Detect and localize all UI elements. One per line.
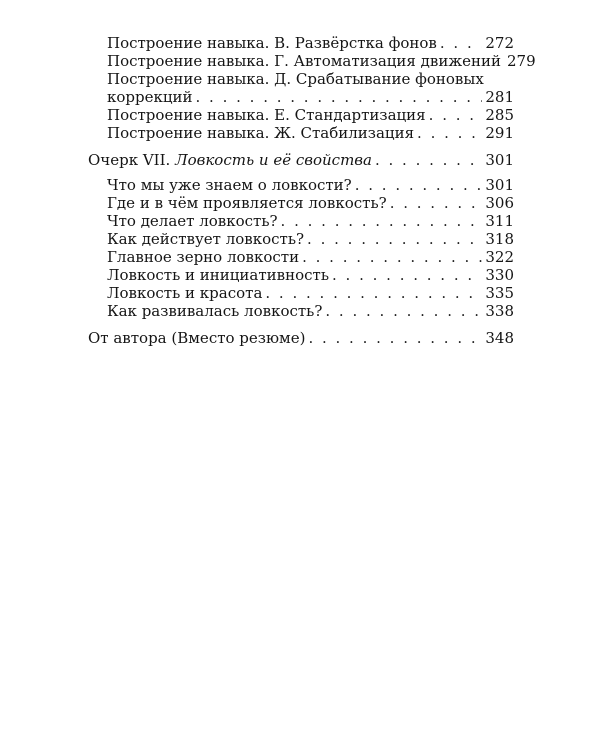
toc-entry-title: коррекций bbox=[107, 88, 193, 106]
toc-entry bbox=[107, 230, 514, 249]
afterword-title: От автора (Вместо резюме) bbox=[88, 329, 306, 347]
afterword-page: 348 bbox=[485, 329, 514, 347]
toc-entry-page: 322 bbox=[485, 248, 514, 266]
dot-leader bbox=[375, 151, 482, 170]
toc-entry-page: 338 bbox=[485, 302, 514, 320]
toc-entry bbox=[107, 302, 514, 321]
toc-entry-page: 335 bbox=[485, 284, 514, 302]
toc-entry bbox=[107, 52, 536, 71]
dot-leader bbox=[302, 248, 482, 267]
dot-leader bbox=[429, 106, 483, 125]
toc-entry-title: Построение навыка. Г. Автоматизация движений bbox=[107, 52, 501, 70]
dot-leader bbox=[355, 176, 483, 195]
dot-leader bbox=[281, 212, 483, 231]
toc-entry-page: 281 bbox=[485, 88, 514, 106]
toc-entry-title: Главное зерно ловкости bbox=[107, 248, 300, 266]
chapter-name: Ловкость и её свойства bbox=[175, 151, 372, 169]
toc-entry-page: 330 bbox=[485, 266, 514, 284]
toc-entry-page: 272 bbox=[485, 34, 514, 52]
chapter-page: 301 bbox=[485, 151, 514, 169]
toc-entry-page: 306 bbox=[485, 194, 514, 212]
toc-entry-title: Построение навыка. В. Развёрстка фонов bbox=[107, 34, 437, 52]
dot-leader bbox=[308, 329, 482, 348]
toc-entry-page: 318 bbox=[485, 230, 514, 248]
toc-chapter-entry bbox=[88, 151, 514, 170]
toc-entry bbox=[107, 212, 514, 231]
toc-entry-title: Где и в чём проявляется ловкость? bbox=[107, 194, 387, 212]
toc-entry bbox=[107, 266, 514, 285]
toc-entry-page: 311 bbox=[485, 212, 514, 230]
toc-entry bbox=[107, 124, 514, 143]
dot-leader bbox=[390, 194, 483, 213]
toc-entry bbox=[107, 34, 514, 53]
dot-leader bbox=[417, 124, 482, 143]
chapter-number: Очерк VII. bbox=[88, 151, 176, 169]
toc-entry-title: Как действует ловкость? bbox=[107, 230, 305, 248]
toc-entry-title: Что делает ловкость? bbox=[107, 212, 278, 230]
dot-leader bbox=[325, 302, 482, 321]
toc-entry bbox=[107, 284, 514, 303]
toc-entry-title: Как развивалась ловкость? bbox=[107, 302, 323, 320]
toc-entry bbox=[107, 88, 514, 107]
chapter-title bbox=[88, 151, 372, 170]
toc-afterword-entry bbox=[88, 329, 514, 348]
toc-entry-title: Что мы уже знаем о ловкости? bbox=[107, 176, 352, 194]
dot-leader bbox=[440, 34, 482, 53]
toc-entry-title: Построение навыка. Е. Стандартизация bbox=[107, 106, 426, 124]
toc-entry-title: Ловкость и инициативность bbox=[107, 266, 330, 284]
toc-entry-page: 279 bbox=[507, 52, 536, 70]
toc-entry bbox=[107, 248, 514, 267]
dot-leader bbox=[332, 266, 482, 285]
toc-entry-title: Построение навыка. Ж. Стабилизация bbox=[107, 124, 415, 142]
toc-entry bbox=[107, 194, 514, 213]
toc-entry-title-line1: Построение навыка. Д. Срабатывание фоновых bbox=[107, 70, 484, 88]
toc-entry bbox=[107, 176, 514, 195]
toc-entry-page: 285 bbox=[485, 106, 514, 124]
toc-entry-page: 291 bbox=[485, 124, 514, 142]
toc-entry bbox=[107, 106, 514, 125]
dot-leader bbox=[307, 230, 482, 249]
toc-entry-page: 301 bbox=[485, 176, 514, 194]
dot-leader bbox=[196, 88, 483, 107]
toc-entry-title: Ловкость и красота bbox=[107, 284, 263, 302]
dot-leader bbox=[265, 284, 482, 303]
